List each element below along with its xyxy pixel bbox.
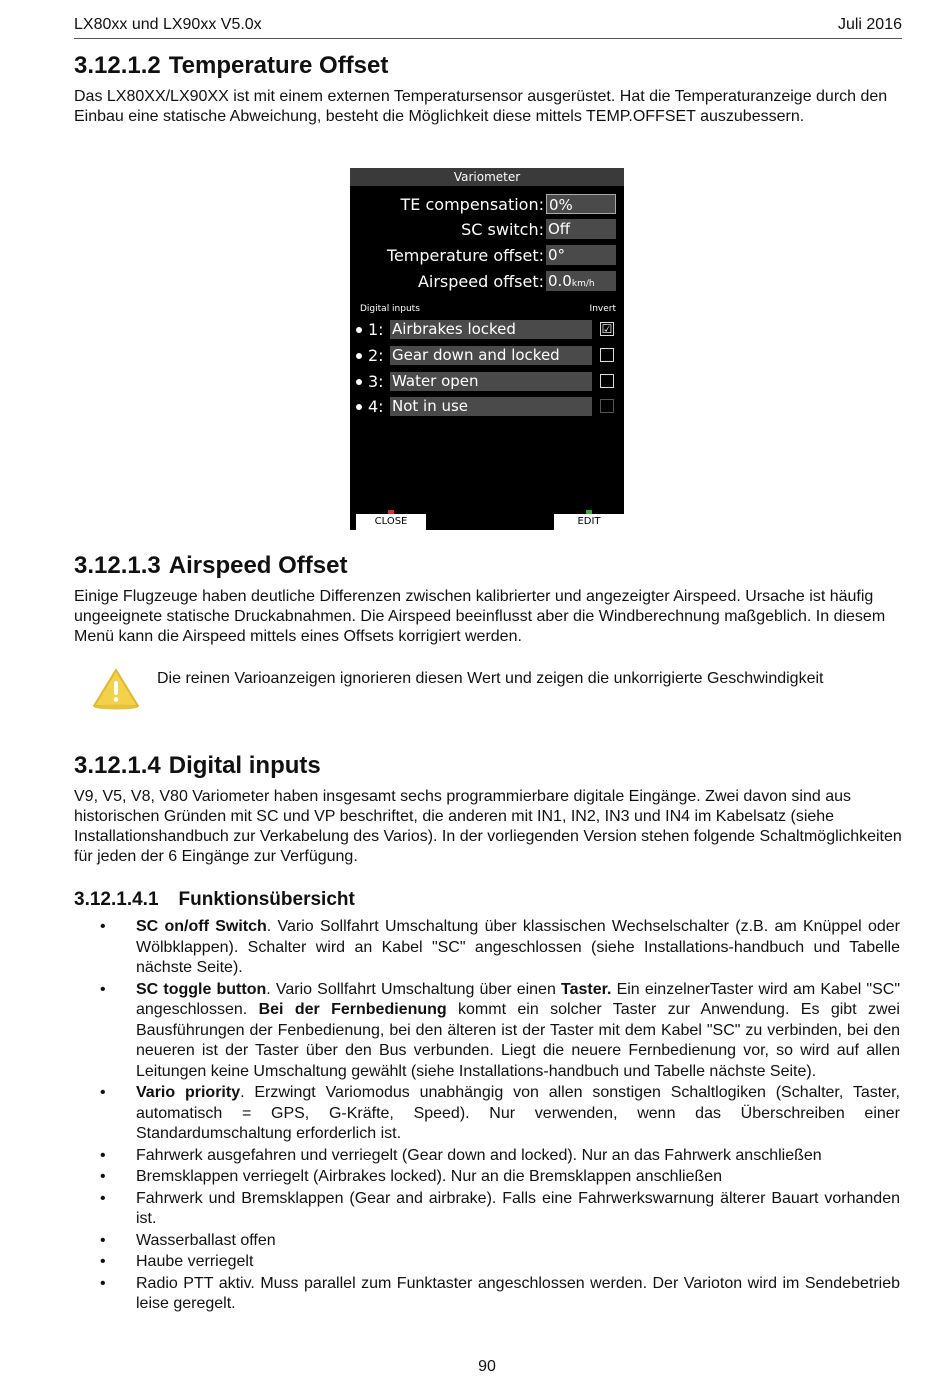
list-item: • Bremsklappen verriegelt (Airbrakes locked). Nur an die Bremsklappen anschließen: [74, 1167, 900, 1188]
header-title: LX80xx und LX90xx V5.0x: [74, 16, 262, 33]
airspeed-note-text: Die reinen Varioanzeigen ignorieren diesen Wert und zeigen die unkorrigierte Geschwindigkeit: [157, 670, 824, 687]
warning-icon: [92, 668, 140, 710]
page-header: [74, 16, 902, 39]
airspeed-offset-label: Airspeed offset:: [417, 272, 544, 291]
input-number: 2:: [368, 346, 384, 365]
close-button: CLOSE: [356, 514, 426, 530]
list-item: • Fahrwerk und Bremsklappen (Gear and airbrake). Falls eine Fahrwerkswarnung älterer Bauart vorhanden ist.: [100, 1189, 900, 1227]
airspeed-offset-text: Einige Flugzeuge haben deutliche Differenzen zwischen kalibrierter und angezeigter Airspeed. Ursache ist häufig ungeeignete statische Druckabnahmen. Die Airspeed beeinflusst aber die Windberechnung maßgeblich. In diesem Menü kann die Airspeed mittels eines Offsets korrigiert werden.: [74, 588, 886, 645]
checkbox-icon: [600, 374, 614, 388]
bullet-icon: •: [100, 1146, 106, 1164]
section-title: Airspeed Offset: [168, 552, 348, 579]
input-name: Water open: [390, 372, 592, 391]
digital-input-row: [350, 345, 624, 367]
page-number: 90: [478, 1358, 496, 1375]
list-item: • Wasserballast offen: [74, 1231, 900, 1252]
digital-inputs-text: V9, V5, V8, V80 Variometer haben insgesamt sechs programmierbare digitale Eingänge. Zwei davon sind aus historischen Gründen mit SC und VP beschriftet, die anderen mit IN1, IN2, IN3 und IN4 im Kabelsatz (siehe Installationshandbuch zur Verkabelung des Varios). In der vorliegenden Version stehen folgende Schaltmöglichkeiten für jeden der 6 Eingänge zur Verfügung.: [74, 788, 902, 865]
bullet-icon: •: [100, 1274, 106, 1292]
section-heading-airspeed-offset: [74, 552, 347, 580]
digital-input-row: [350, 396, 624, 418]
section-title: Digital inputs: [168, 752, 321, 779]
checkbox-disabled-icon: [600, 399, 614, 413]
list-item: • Vario priority. Erzwingt Variomodus unabhängig von allen sonstigen Schaltlogiken (Schalter, Taster, automatisch = GPS, G-Kräfte, Speed). Nur verwenden, wenn das Überschreiben einer Standardumschaltung erforderlich ist.: [100, 1084, 900, 1142]
list-item: • Fahrwerk ausgefahren und verriegelt (Gear down and locked). Nur an das Fahrwerk anschließen: [74, 1146, 900, 1167]
input-number: 4:: [368, 397, 384, 416]
digital-input-row: [350, 371, 624, 393]
bullet-icon: [356, 379, 362, 385]
header-date: Juli 2016: [837, 16, 902, 33]
input-number: 1:: [368, 320, 384, 339]
bullet-icon: •: [100, 918, 106, 935]
edit-marker-icon: [586, 510, 592, 514]
section-heading-temperature-offset: [74, 52, 388, 80]
airspeed-offset-row: [350, 271, 624, 293]
invert-label: Invert: [589, 304, 616, 314]
close-marker-icon: [388, 510, 394, 514]
variometer-screenshot: [350, 168, 624, 530]
airspeed-offset-unit: km/h: [571, 279, 595, 289]
input-name: Gear down and locked: [390, 346, 592, 365]
bullet-icon: •: [100, 1084, 106, 1101]
sc-switch-value: Off: [546, 219, 616, 239]
digital-inputs-label: Digital inputs: [360, 304, 420, 314]
bullet-icon: [356, 327, 362, 333]
section-number: 3.12.1.4.1: [74, 889, 159, 910]
list-item: • SC on/off Switch. Vario Sollfahrt Umschaltung über klassischen Wechselschalter (z.B. am Knüppel oder Wölbklappen). Schalter wird an Kabel "SC" angeschlossen (siehe Installations-handbuch und Tabelle nächste Seite).: [100, 918, 900, 976]
list-item: • SC toggle button. Vario Sollfahrt Umschaltung über einen Taster. Ein einzelnerTaster wird am Kabel "SC" angeschlossen. Bei der Fernbedienung kommt ein solcher Taster zur Anwendung. Es gibt zwei Bausführungen der Fenbedienung, bei den älteren ist der Taster mit dem Kabel "SC" zu verbinden, bei den neueren ist der Taster über den Bus verbunden. Liegt die neuere Fernbedienung vor, so wird auf allen Leitungen keine Umschaltung gewählt (siehe Installations-handbuch und Tabelle nächste Seite).: [100, 980, 901, 1080]
temperature-offset-value: 0°: [546, 245, 616, 265]
input-name: Airbrakes locked: [390, 320, 592, 339]
input-name: Not in use: [390, 397, 592, 416]
bullet-icon: [356, 404, 362, 410]
edit-button: EDIT: [554, 514, 624, 530]
sc-switch-label: SC switch:: [461, 220, 544, 239]
bullet-icon: [356, 353, 362, 359]
section-number: 3.12.1.4: [74, 752, 161, 779]
section-title: Funktionsübersicht: [178, 889, 355, 910]
te-compensation-row: [350, 194, 624, 216]
temperature-offset-text: Das LX80XX/LX90XX ist mit einem externen Temperatursensor ausgerüstet. Hat die Temperaturanzeige durch den Einbau eine statische Abweichung, besteht die Möglichkeit diese mittels TEMP.OFFSET auszubessern.: [74, 88, 888, 125]
section-heading-funktionsuebersicht: [74, 889, 355, 911]
bullet-icon: •: [100, 1231, 106, 1249]
digital-input-row: [350, 319, 624, 341]
section-number: 3.12.1.2: [74, 52, 161, 79]
temperature-offset-row: [350, 245, 624, 267]
bullet-icon: •: [100, 1253, 106, 1270]
bullet-icon: •: [100, 1189, 106, 1207]
airspeed-offset-number: 0.0: [548, 272, 572, 290]
temperature-offset-label: Temperature offset:: [386, 246, 544, 265]
list-item: • Radio PTT aktiv. Muss parallel zum Funktaster angeschlossen werden. Der Varioton wird im Sendebetrieb leise geregelt.: [100, 1274, 900, 1312]
screen-title: Variometer: [350, 168, 624, 186]
bullet-icon: •: [100, 980, 106, 998]
input-number: 3:: [368, 372, 384, 391]
checkbox-checked-icon: ☑: [601, 322, 613, 336]
function-list: [74, 917, 900, 1316]
checkbox-icon: [600, 348, 614, 362]
te-compensation-value: 0%: [546, 194, 616, 214]
sc-switch-row: [350, 219, 624, 241]
bullet-icon: •: [100, 1168, 106, 1185]
section-title: Temperature Offset: [168, 52, 389, 79]
section-heading-digital-inputs: [74, 752, 321, 780]
section-number: 3.12.1.3: [74, 552, 161, 579]
airspeed-offset-value: [546, 271, 616, 291]
list-item: • Haube verriegelt: [74, 1252, 900, 1273]
te-compensation-label: TE compensation:: [400, 195, 544, 214]
